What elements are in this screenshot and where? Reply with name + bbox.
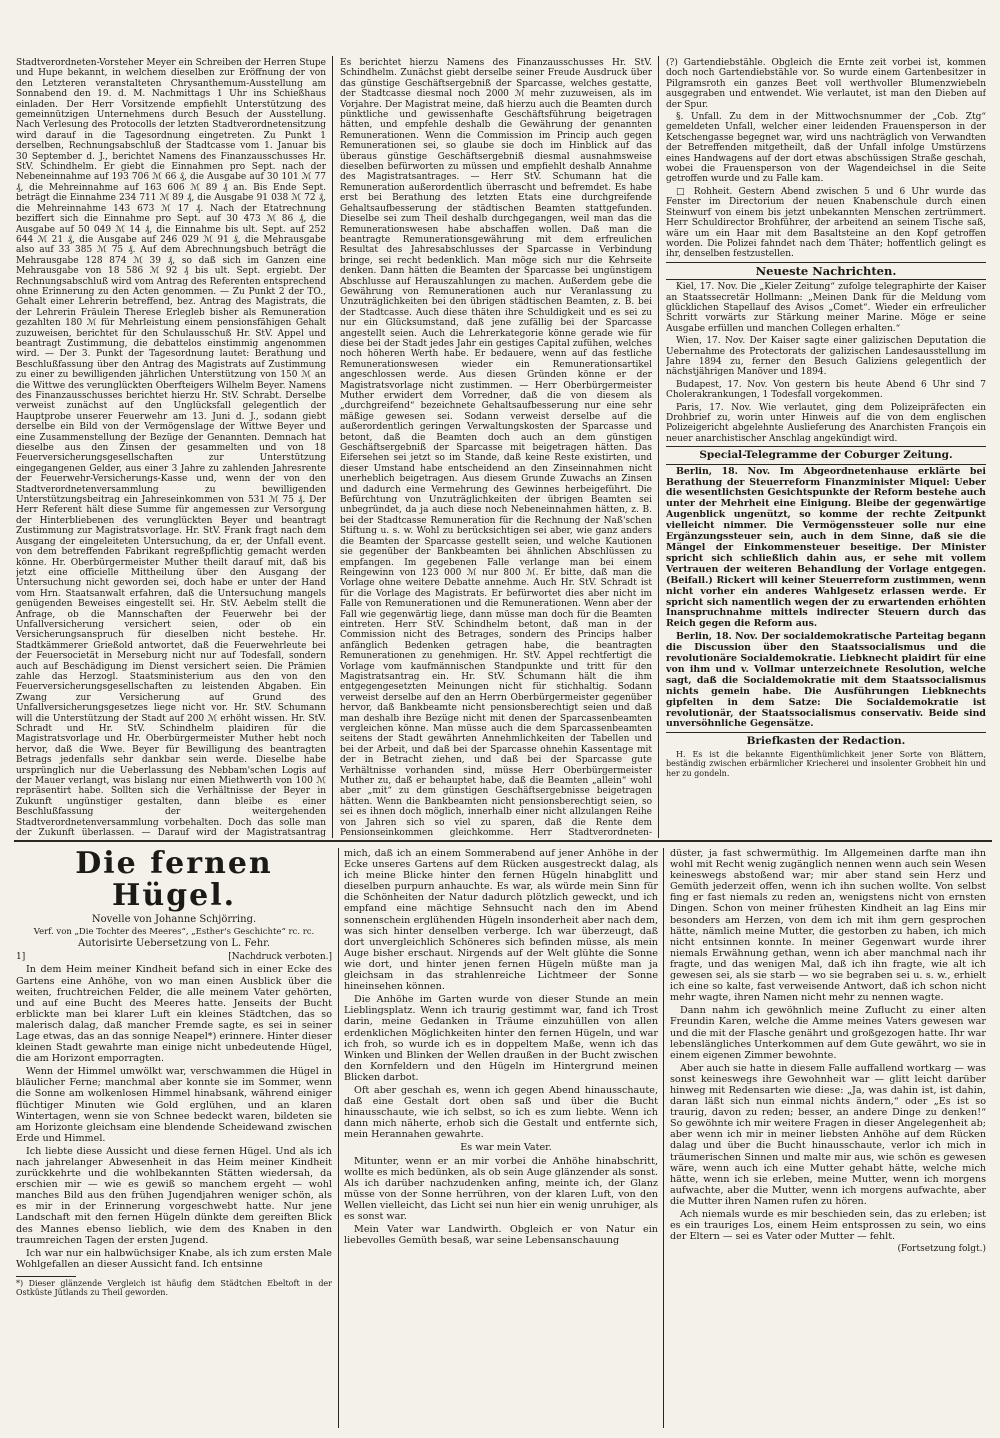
story-paragraph: Mitunter, wenn er an mir vorbei die Anhöhe hinabschritt, wollte es mich bedünken, als ob sein Auge glänzender als sonst. Als ich darüber nachzudenken anfing, meinte ich, der Glanz müsse von der Sonne herrühren, von der klaren Luft, von den Wellen vielleicht, das Licht sei nun hier ein wenig unruhiger, als es sonst war. (344, 1155, 658, 1222)
council-report-column (16, 58, 326, 838)
story-paragraph: Die Anhöhe im Garten wurde von dieser Stunde an mein Lieblingsplatz. Wenn ich traurig gestimmt war, fand ich Trost darin, meine Gedanken in Träume einzuhüllen von allen erdenklichen Möglichkeiten hinter den fernen Hügeln, und war ich froh, so wurde ich es in doppeltem Maße, wenn ich das Winken und Blinken der Wellen draußen in der Bucht zwischen den Kornfeldern und den Hügeln im Hintergrund meinen Blicken darbot. (344, 994, 658, 1083)
story-meta (16, 952, 332, 962)
letterbox-item: H. Es ist die bekannte Eigenthümlichkeit jener Sorte von Blättern, beständig zwischen erbärmlicher Kriecherei und insolenter Grobheit hin und her zu gondeln. (666, 749, 986, 778)
story-paragraph: Es war mein Vater. (460, 1142, 552, 1154)
story-title-block (16, 848, 332, 950)
special-telegrams (666, 467, 986, 731)
feuilleton-column-1 (16, 846, 332, 1430)
story-title: Die fernen Hügel. (75, 846, 273, 913)
news-item-vienna: Wien, 17. Nov. Der Kaiser sagte einer galizischen Deputation die Uebernahme des Protectorats der galizischen Landesausstellung im Jahre 1894 zu, ferner den Besuch Galiziens gelegentlich der nächstjährigen Manöver und 1894. (666, 336, 986, 378)
local-news-vandalism: □ Rohheit. Gestern Abend zwischen 5 und 6 Uhr wurde das Fenster im Directorium der neuen Knabenschule durch einen Steinwurf von einem bis jetzt unbekannten Menschen zertrümmert. Herr Schuldirector Brohführer, der arbeitend an seinem Tische saß, wäre um ein Haar mit dem Basaltsteine an den Kopf getroffen worden. Die Polizei fahndet nach dem Thäter; hoffentlich gelingt es ihr, denselben festzustellen. (666, 186, 986, 260)
council-report-text: Stadtverordneten-Vorsteher Meyer ein Schreiben der Herren Stupe und Hupe bekannt, in welchem dieselben zur Eröffnung der von den Letzteren veranstalteten Chrysanthemum-Ausstellung am Sonnabend den 19. d. M. Nachmittags 1 Uhr ins Schießhaus einladen. Der Herr Vorsitzende empfiehlt Unterstützung des gemeinnützigen Unternehmens durch Besuch der Ausstellung. Nach Verlesung des Protocolls der letzten Stadtverordnetensitzung wird darauf in die Tagesordnung eingetreten. Zu Punkt 1 derselben, Rechnungsabschluß der Stadtcasse vom 1. Januar bis 30 September d. J., berichtet Namens des Finanzausschusses Hr. StV. Schindhelm. Er giebt die Einnahmen pro Sept. nach der Nebeneinnahme auf 193 706 ℳ 66 ₰, die Ausgabe auf 30 101 ℳ 77 ₰, die Mehreinnahme auf 163 606 ℳ 89 ₰ an. Bis Ende Sept. beträgt die Einnahme 234 711 ℳ 89 ₰, die Ausgabe 91 038 ℳ 72 ₰, die Mehreinnahme 143 673 ℳ 17 ₰. Nach der Etatrechnung beziffert sich die Einnahme pro Sept. auf 30 473 ℳ 86 ₰, die Ausgabe auf 50 049 ℳ 14 ₰, die Einnahme bis ult. Sept. auf 252 644 ℳ 21 ₰, die Ausgabe auf 246 029 ℳ 91 ₰, die Mehrausgabe also auf 33 385 ℳ 75 ₰. Auf dem Abrechnungsbuch beträgt die Mehrausgabe 128 874 ℳ 39 ₰, so daß sich im Ganzen eine Mehrausgabe von 18 586 ℳ 92 ₰ bis ult. Sept. ergiebt. Der Rechnungsabschluß wird vom Antrag des Referenten entsprechend ohne Erinnerung zu den Acten genommen. — Zu Punkt 2 der TO., Gehalt einer Lehrerin betreffend, bez. Antrag des Magistrats, die der Lehrerin Fräulein Therese Erlegleb bisher als Remuneration gezahlten 180 ℳ für Mehrleistung einem pensionsfähigen Gehalt zuzuweisen, berichtet für den Schulausschuß Hr. StV. Appel und beantragt Zustimmung, die debattelos einstimmig angenommen wird. — Der 3. Punkt der Tagesordnung lautet: Berathung und Beschlußfassung über den Antrag des Magistrats auf Zustimmung zu einer zu bewilligenden jährlichen Unterstützung von 150 ℳ an die Wittwe des verunglückten Oberfteigers Wilhelm Beyer. Namens des Finanzausschusses berichtet hierzu Hr. StV. Schrabt. Derselbe verweist zunächst auf den Unglücksfall gelegentlich der Hauptprobe unserer Feuerwehr am 13. Juni d. J., sodann giebt derselbe ein Bild von der Vermögenslage der Wittwe Beyer und eine Zusammenstellung der Bezüge der Genannten. Demnach hat dieselbe aus den Zinsen der gesammelten und von 18 Feuerversicherungsgesellschaften zur Unterstützung eingegangenen Gelder, aus einer 3 Jahre zu zahlenden Jahresrente der Feuerwehr-Versicherungs-Kasse und, wenn der von den Stadtverordnetenversammlung zu bewilligenden Unterstützungsbeitrag ein Jahreseinkommen von 531 ℳ 75 ₰. Der Herr Referent hält diese Summe für angemessen zur Versorgung der Hinterbliebenen des verunglückten Beyer und beantragt Zustimmung zur Magistratsvorlage. Hr. StV. Frank fragt nach dem Ausgang der eingeleiteten Untersuchung, da er, der Unfall event. von dem betreffenden Fabrikant regreßpflichtig gemacht werden könne. Hr. Oberbürgermeister Muther theilt darauf mit, daß bis jetzt eine officielle Mittheilung über den Ausgang der Untersuchung nicht geworden sei, doch habe er unter der Hand vom Hrn. Staatsanwalt erfahren, daß die Untersuchung mangels genügenden Beweises eingestellt sei. Hr. StV. Aebelm stellt die Anfrage, ob die Mannschaften der Feuerwehr bei der Unfallversicherung versichert seien, oder ob ein Versicherungsanspruch für dieselben nicht bestehe. Hr. Stadtkämmerer Grießold antwortet, daß die Feuerwehrleute bei der Feuersocietät in Merseburg nicht nur auf Todesfall, sondern auch auf Beschädigung im Dienst versichert seien. Die Prämien zahle das Herzogl. Staatsministerium aus den von den Feuerversicherungsgesellschaften zu leistenden Abgaben. Ein Zwang zur Versicherung auf Grund des Unfallversicherungsgesetzes liege nicht vor. Hr. StV. Schumann will die Unterstützung der Stadt auf 200 ℳ erhöht wissen. Hr. StV. Schradt und Hr. StV. Schindhelm plaidiren für die Magistratsvorlage und Hr. Oberbürgermeister Muther hebt noch hervor, daß die Wwe. Beyer für Bewilligung des beantragten Betrags jedenfalls sehr dankbar sein werde. Dieselbe habe ursprünglich nur die Ueberlassung des Nebbam'schen Logis auf der Mauer verlangt, was bislang nur einen Miethwerth von 100 ℳ repräsentirt habe. Sollten sich die Verhältnisse der Beyer in Zukunft ungünstiger gestalten, dann bleibe es einer Beschlußfassung der weitergehenden Stadtverordnetenversammlung vorbehalten. Doch das solle man der Zukunft überlassen. — Darauf wird der Magistratsantrag (16, 58, 326, 838)
story-translator: Autorisirte Uebersetzung von L. Fehr. (77, 938, 271, 949)
story-paragraph: mich, daß ich an einem Sommerabend auf jener Anhöhe in der Ecke unseres Gartens auf dem Rücken ausgestreckt dalag, als ich meine Blicke hinter den fernen Hügeln hinabglitt und dieselben purpurn anhauchte. Es war, als würde mein Sinn für die Schönheiten der Natur dadurch plötzlich geweckt, und ich empfand eine mächtige Sehnsucht nach den im Abend sonnenschein erglühenden Hügeln insonderheit aber nach dem, was sich hinter denselben verberge. Ich war überzeugt, daß dort unvergleichlich Schöneres sich befinden müsse, als mein Auge bisher erschaut. Nirgends auf der Welt glühte die Sonne wie dort, und hinter jenen fernen Hügeln müßte man ja gleichsam in das strahlenreiche Lichtmeer der Sonne hineinsehen können. (344, 848, 658, 993)
letterbox-heading: Briefkasten der Redaction. (746, 735, 906, 748)
local-news-column (666, 58, 986, 838)
column-rule (338, 848, 339, 1428)
story-author-works: Verf. von „Die Tochter des Meeres“, „Esther's Geschichte“ rc. rc. (33, 927, 315, 937)
divider (666, 279, 986, 280)
story-paragraph: düster, ja fast schwermüthig. Im Allgemeinen darfte man ihn wohl mit Recht wenig zugänglich nennen wenn auch sein Wesen keineswegs abstoßend war; mir aber stand sein Herz und Gemüth jederzeit offen, wenn ich ihn suchen wollte. Von selbst fing er fast niemals zu reden an, wenigstens nicht von ernsten Dingen. Schon von meiner frühesten Kindheit an lag Eins mir besonders am Herzen, von dem ich mit ihm gern gesprochen hätte, nämlich meine Mutter, die gestorben zu haben, ich mich nicht entsinnen konnte. In meiner Gegenwart wurde ihrer niemals Erwähnung gethan, wenn ich aber manchmal nach ihr fragte, und das wenigen Mal, daß ich ihn fragte, wie alt ich gewesen sei, als sie starb — wo sie begraben sei u. s. w., erhielt ich eine so kalte, fast verweisende Antwort, daß ich schon nicht mehr wagte, ihren Namen nicht mehr zu nennen wagte. (670, 848, 986, 1004)
feuilleton-column-3 (670, 848, 986, 1430)
column-rule (663, 848, 664, 1428)
footnote: *) Dieser glänzende Vergleich ist häufig dem Städtchen Ebeltoft in der Ostküste Jütlands zu Theil geworden. (16, 1278, 332, 1298)
latest-news-heading: Neueste Nachrichten. (755, 263, 897, 278)
story-paragraph: Ich war nur ein halbwüchsiger Knabe, als ich zum ersten Male Wohlgefallen an dieser Aussicht fand. Ich entsinne (16, 1247, 332, 1270)
divider (666, 446, 986, 447)
telegram-steuerreform: Berlin, 18. Nov. Im Abgeordnetenhause erklärte bei Berathung der Steuerreform Finanzminister Miquel: Ueber die wesentlichsten Gesichtspunkte der Reform bestehe auch unter der Mehrheit eine Einigung. Bleibe der gegenwärtige Augenblick ungenützt, so komme der rechte Zeitpunkt vielleicht nimmer. Die Vermögenssteuer solle nur eine Ergänzungssteuer sein, auch in dem Sinne, daß sie die Mängel der Einkommensteuer beseitige. Der Minister spricht sich schließlich dahin aus, er sehe mit vollem Vertrauen der weiteren Behandlung der Vorlage entgegen. (Beifall.) Rickert will keiner Steuerreform zustimmen, wenn nicht vorher ein anderes Wahlgesetz erlassen werde. Er spricht sich namentlich wegen der zu erwartenden erhöhten Inanspruchnahme mittels indirecter Steuern durch das Reich gegen die Reform aus. (666, 465, 986, 630)
continuation-note: (Fortsetzung folgt.) (897, 1244, 986, 1255)
divider (666, 262, 986, 263)
section-divider (14, 840, 992, 842)
telegram-parteitag: Berlin, 18. Nov. Der socialdemokratische Parteitag begann die Discussion über den Staatssocialismus und die revolutionäre Socialdemokratie. Liebknecht plaidirt für eine von ihm und v. Vollmar unterzeichnete Resolution, welche sagt, daß die Socialdemokratie mit dem Staatssocialismus nichts gemein habe. Die Ausführungen Liebknechts gipfelten in dem Satze: Die Socialdemokratie ist revolutionär, der Staatssocialismus conservativ. Beide sind unversöhnliche Gegensätze. (666, 631, 986, 730)
story-paragraph: Ach niemals wurde es mir beschieden sein, das zu erleben; ist es ein trauriges Los, einem Heim entsprossen zu sein, wo eins der Eltern — sei es Vater oder Mutter — fehlt. (670, 1209, 986, 1243)
story-paragraph: Mein Vater war Landwirth. Obgleich er von Natur ein liebevolles Gemüth besaß, war seine Lebensanschauung (344, 1224, 658, 1247)
footnote-rule (16, 1276, 76, 1277)
story-paragraph: Aber auch sie hatte in diesem Falle auffallend wortkarg — was sonst keineswegs ihre Gewohnheit war — glitt leicht darüber hinweg mit Redensarten wie diese: „Ja, was dahin ist, ist dahin, daran läßt sich nun einmal nichts ändern,“ oder „Es ist so traurig, davon zu reden; besser, an andere Dinge zu denken!“ So gewöhnte ich mir weitere Fragen in dieser Angelegenheit ab; aber wenn ich mir in meiner liebsten Anhöhe auf dem Rücken dalag und über die Bucht hinausschaute, verlor ich mich in träumerischen Sinnen und malte mir aus, wie schön es gewesen wäre, wenn auch ich eine Mutter gehabt hätte, welche mich hätte, wenn ich sie erleben, meine Mutter, wenn ich morgens aufwachte, aber die Mutter, wenn ich morgens aufwachte, aber die Mutter ihren Namen rufen zu hören. (670, 1062, 986, 1207)
feuilleton-column-2 (344, 848, 658, 1430)
column-rule (658, 56, 659, 838)
savings-bank-column (340, 58, 652, 838)
news-item-kiel: Kiel, 17. Nov. Die „Kieler Zeitung“ zufolge telegraphirte der Kaiser an Staatssecretär Hollmann: „Meinen Dank für die Meldung vom glücklichen Stapellauf des Avisos „Comet“. Wieder ein erfreulicher Schritt vorwärts zur Stärkung meiner Marine. Möge er seine Ausgabe erfüllen und manchen Collegen erhalten.“ (666, 282, 986, 334)
local-news-accident: §. Unfall. Zu dem in der Mittwochsnummer der „Cob. Ztg“ gemeldeten Unfall, welcher einer leidenden Frauensperson in der Ketschengasse begegnet war, wird uns nachträglich von Verwandten der Betreffenden mitgetheilt, daß der Unfall infolge Umstürzens eines Handwagens auf der dort etwas abschüssigen Straße geschah, wobei die Frauensperson von der Wagendeichsel in die Seite getroffen wurde und zu Falle kam. (666, 112, 986, 185)
divider (666, 732, 986, 733)
reprint-notice: [Nachdruck verboten.] (228, 952, 332, 962)
news-item-budapest: Budapest, 17. Nov. Von gestern bis heute Abend 6 Uhr sind 7 Cholerakrankungen, 1 Todesfall vorgekommen. (666, 379, 986, 401)
story-paragraph: Dann nahm ich gewöhnlich meine Zuflucht zu einer alten Freundin Karen, welche die Amme meines Vaters gewesen war und die mit der Flasche genährt und großgezogen hatte. Ihr war lebenslängliches Unterkommen auf dem Gute gewährt, wo sie in einem eigenen Zimmer bewohnte. (670, 1005, 986, 1061)
news-item-paris: Paris, 17. Nov. Wie verlautet, ging dem Polizeipräfecten ein Drohbrief zu, worin unter Hinweis auf die von dem englischen Polizeigericht abgelehnte Auslieferung des Anarchisten François ein neuer anarchistischer Anschlag angekündigt wird. (666, 402, 986, 444)
local-news-garden-thefts: (?) Gartendiebstähle. Obgleich die Ernte zeit vorbei ist, kommen doch noch Gartendiebstähle vor. So wurde einem Gartenbesitzer in Pilgramsroth ein ganzes Beet voll werthvoller Blumenzwiebeln ausgegraben und entwendet. Wie verlautet, ist man den Dieben auf der Spur. (666, 58, 986, 110)
savings-bank-text: Es berichtet hierzu Namens des Finanzausschusses Hr. StV. Schindhelm. Zunächst giebt derselbe seiner Freude Ausdruck über das günstige Geschäftsergebniß der Sparcasse, welches gestatte, der Stadtcasse diesmal noch 2000 ℳ mehr zuzuweisen, als im Vorjahre. Der Magistrat meine, daß hierzu auch die Beamten durch pünktliche und gewissenhafte Geschäftsführung beigetragen hätten, und empfehle deshalb die Gewährung der genannten Remunerationen. Wenn die Commission im Princip auch gegen Remunerationen sei, so glaube sie doch im Hinblick auf das überaus günstige Geschäftsergebniß diesmal ausnahmsweise dieselben befürworten zu müssen und empfiehlt deshalb Annahme des Magistratsantrages. — Herr StV. Schumann hat die Remuneration außerordentlich überrascht und befremdet. Es habe erst bei Berathung des letzten Etats eine durchgreifende Gehaltsaufbesserung der städtischen Beamten stattgefunden. Dieselbe sei zum Theil deshalb durchgegangen, weil man das die Remunerationswesen habe abschaffen wollen. Daß man die beantragte Remunerationsgewährung mit dem erfreulichen Resultat des Jahresabschlusses der Sparcasse in Verbindung bringe, sei recht bedenklich. Man möge sich nur die Kehrseite denken. Dann hätten die Beamten der Sparcasse bei ungünstigem Abschlusse auf Herauszahlungen zu machen. Außerdem gebe die Gewährung von Remunerationen auch nur Veranlassung zu Unzuträglichkeiten bei den übrigen städtischen Beamten, z. B. bei der Stadtcasse. Auch diese thäten ihre Schuldigkeit und es sei zu nur ein Glücksumstand, daß jene zufällig bei der Sparcasse angestellt seien. Auch die Lehrerkategorie könne gerade wie für diese bei der Stadt jedes Jahr ein gestiges Capital zufühen, welches noch höheren Werth habe. Er bedauere, wenn auf das festliche Remunerationswesen wieder ein Remunerationsartikel angeschlossen werde. Aus diesen Gründen könne er der Magistratsvorlage nicht zustimmen. — Herr Oberbürgermeister Muther erwidert dem Vorredner, daß die von diesem als „durchgreifend“ bezeichnete Gehaltsaufbesserung nur eine sehr mäßige gewesen sei. Sodann verweist derselbe auf die außerordentlich geringen Verwaltungskosten der Sparcasse und betont, daß die Beamten doch auch an dem günstigen Geschäftsergebniß der Sparcasse mit beigetragen hätten. Das Eifersehen sei jetzt so im Stande, daß keine Reste existirten, und dieser Umstand habe entscheidend an den Zinseinnahmen nicht unerheblich beigetragen. Aus diesem Grunde Zuwachs an Zinsen und dadurch eine Vermehrung des Gewinnes herbeigeführt. Die Befürchtung von Unzuträglichkeiten der übrigen Beamten sei unbegründet, da ja auch diese noch Nebeneinnahmen hätten, z. B. bei der Stadtcasse Remuneration für die Rechnung der Naß'schen Stiftung u. s. w. Wohl zu berücksichtigen sei aber, wie ganz anders die Beamten der Sparcasse gestellt seien, und welche Kautionen sie gegenüber der Bankbeamten bei ähnlichen Abschlüssen zu empfangen. Im gegebenen Falle verlange man bei einem Reingewinn von 123 000 ℳ nur 800 ℳ. Er bitte, daß man die Vorlage ohne weitere Debatte annehme. Auch Hr. StV. Schradt ist für die Vorlage des Magistrats. Er befürwortet dies aber nicht im Falle von Remunerationen und die Remunerationen. Wenn aber der Fall wie gegenwärtig liege, dann müsse man doch für die Beamten eintreten. Herr StV. Schindhelm betont, daß man in der Commission nicht des Betrages, sondern des Princips halber anfänglich Bedenken getragen habe, die beantragten Remunerationen zu genehmigen. Hr. StV. Appel rechtfertigt die Vorlage vom kaufmännischen Standpunkte und tritt für den Magistratsantrag ein. Hr. StV. Schumann hält die ihm entgegengesetzten Meinungen nicht für stichhaltig. Sodann verweist derselbe auf den an Herrn Oberbürgermeister gegenüber hervor, daß Bankbeamte nicht pensionsberechtigt seien und daß man deshalb ihre Bezüge nicht mit denen der Sparcassenbeamten vergleichen könne. Man müsse auch die dem Sparcassenbeamten seitens der Stadt gewährten Annehmlichkeiten der Tabellen und bei der Arbeit, und daß bei der Sparcasse ohnehin Kassentage mit der in Betracht ziehen, und daß bei der Sparcasse gute Verhältnisse vorhanden sind, müsse Herr Oberbürgermeister Muther zu, daß er behauptet habe, daß die Beamten „allein“ wohl aber „mit“ zu dem günstigen Geschäftsergebnisse beigetragen hätten. Wenn die Bankbeamten nicht pensionsberechtigt seien, so sei es ihnen doch möglich, innerhalb einer nicht allzulangen Reihe von Jahren sich so viel zu sparen, daß die Rente dem Pensionseinkommen gleichkomme. Herr Stadtverordneten- (340, 58, 652, 838)
installment-number: 1] (16, 952, 26, 962)
story-paragraph: Ich liebte diese Aussicht und diese fernen Hügel. Und als ich nach jahrelanger Abwesenheit in das Heim meiner Kindheit zurückkehrte und die wohlbekannten Stätten wiedersah, da erschien mir — wie es gewiß so manchem ergeht — wohl manches Bild aus den frühen Jugendjahren weniger schön, als es mir in der Erinnerung vorgeschwebt hatte. Nur jene Landschaft mit den fernen Hügeln dünkte dem gereiften Blick des Mannes ebenso lieblich, wie dem des Knaben in den traumreichen Tagen der ersten Jugend. (16, 1145, 332, 1246)
story-author: Novelle von Johanne Schjörring. (91, 914, 257, 925)
story-paragraph: Oft aber geschah es, wenn ich gegen Abend hinausschaute, daß eine Gestalt dort oben saß und über die Bucht hinausschaute, wie ich selbst, so ich es zum liebte. Wenn ich dann mich näherte, erhob sich die Gestalt und entfernte sich, mein Herannahen gewahrte. (344, 1084, 658, 1141)
special-telegrams-heading: Special-Telegramme der Coburger Zeitung. (699, 449, 953, 462)
column-rule (332, 56, 333, 838)
story-paragraph: Wenn der Himmel umwölkt war, verschwammen die Hügel in bläulicher Ferne; manchmal aber konnte sie im Sommer, wenn die Sonne am wolkenlosen Himmel hinabsank, während einiger flüchtiger Minuten wie Gold erglühen, und an klaren Wintertagen, wenn sie von Schnee bedeckt waren, bildeten sie am Horizonte gleichsam eine blendende Scheidewand zwischen Erde und Himmel. (16, 1066, 332, 1144)
divider (666, 464, 986, 465)
story-paragraph: In dem Heim meiner Kindheit befand sich in einer Ecke des Gartens eine Anhöhe, von wo man einen Ausblick über die weiten, fruchtreichen Felder, die alle meinem Vater gehörten, und auf eine Bucht des Meeres hatte. Jenseits der Bucht erblickte man bei klarer Luft ein kleines Städtchen, das so malerisch dalag, daß mancher Fremde sagte, es sei in seiner Lage etwas, das an das sonnige Neapel*) erinnere. Hinter dieser kleinen Stadt gewahrte man einige nicht unbedeutende Hügel, die am Horizont emporragten. (16, 964, 332, 1065)
